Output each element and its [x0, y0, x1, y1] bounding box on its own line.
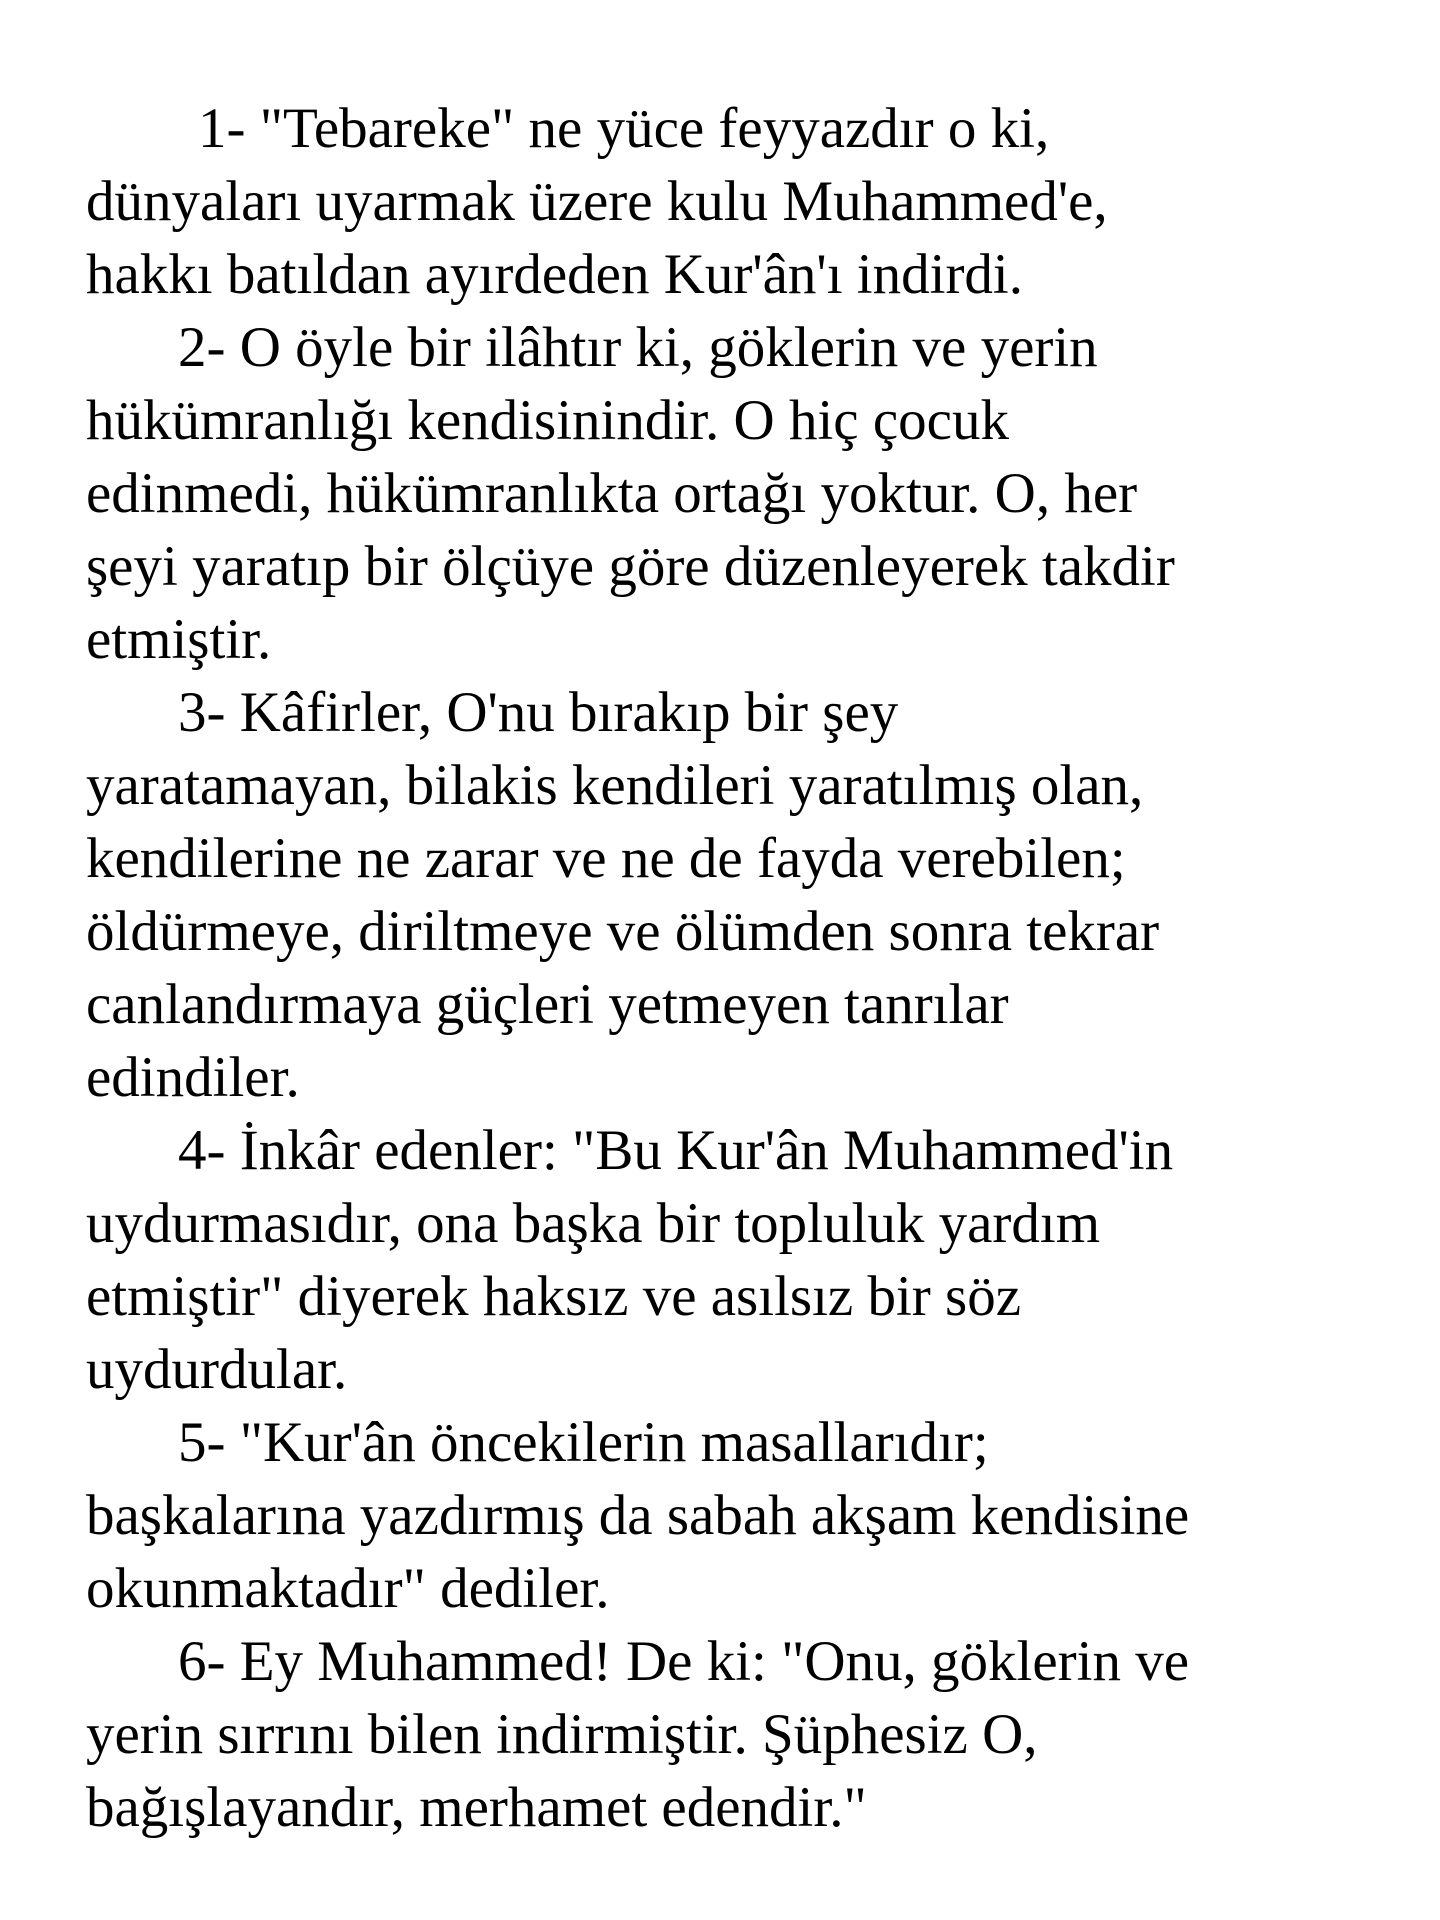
verse-line: etmiştir.: [86, 608, 272, 671]
verse-line: başkalarına yazdırmış da sabah akşam kendisine: [86, 1484, 1190, 1547]
verse-line: etmiştir" diyerek haksız ve asılsız bir söz: [86, 1265, 1022, 1328]
verse-1: [86, 92, 1406, 311]
verse-line: 6- Ey Muhammed! De ki: "Onu, göklerin ve: [178, 1630, 1190, 1693]
verse-line: uydurmasıdır, ona başka bir topluluk yardım: [86, 1192, 1101, 1255]
verse-line: 4- İnkâr edenler: "Bu Kur'ân Muhammed'in: [178, 1119, 1174, 1182]
verse-4: [86, 1114, 1406, 1406]
verse-line: bağışlayandır, merhamet edendir.": [86, 1776, 867, 1839]
verse-line: hakkı batıldan ayırdeden Kur'ân'ı indirdi.: [86, 243, 1024, 306]
verse-line: öldürmeye, diriltmeye ve ölümden sonra tekrar: [86, 900, 1160, 963]
verse-2: [86, 311, 1406, 676]
verse-line: edinmedi, hükümranlıkta ortağı yoktur. O, her: [86, 462, 1138, 525]
verse-line: kendilerine ne zarar ve ne de fayda verebilen;: [86, 827, 1126, 890]
verse-line: uydurdular.: [86, 1338, 348, 1401]
document-page: [86, 92, 1406, 1844]
verse-line: okunmaktadır" dediler.: [86, 1557, 610, 1620]
verse-line: yerin sırrını bilen indirmiştir. Şüphesiz O,: [86, 1703, 1038, 1766]
verse-line: yaratamayan, bilakis kendileri yaratılmış olan,: [86, 754, 1144, 817]
verse-line: hükümranlığı kendisinindir. O hiç çocuk: [86, 389, 1009, 452]
verse-line: 3- Kâfirler, O'nu bırakıp bir şey: [178, 681, 899, 744]
verse-line: canlandırmaya güçleri yetmeyen tanrılar: [86, 973, 1009, 1036]
verse-line: 1- "Tebareke" ne yüce feyyazdır o ki,: [198, 97, 1050, 160]
verse-5: [86, 1406, 1406, 1625]
verse-line: 5- "Kur'ân öncekilerin masallarıdır;: [178, 1411, 989, 1474]
verse-line: 2- O öyle bir ilâhtır ki, göklerin ve yerin: [178, 316, 1098, 379]
verse-line: edindiler.: [86, 1046, 300, 1109]
verse-line: dünyaları uyarmak üzere kulu Muhammed'e,: [86, 170, 1108, 233]
verse-6: [86, 1625, 1406, 1844]
verse-line: şeyi yaratıp bir ölçüye göre düzenleyerek takdir: [86, 535, 1175, 598]
verse-3: [86, 676, 1406, 1114]
